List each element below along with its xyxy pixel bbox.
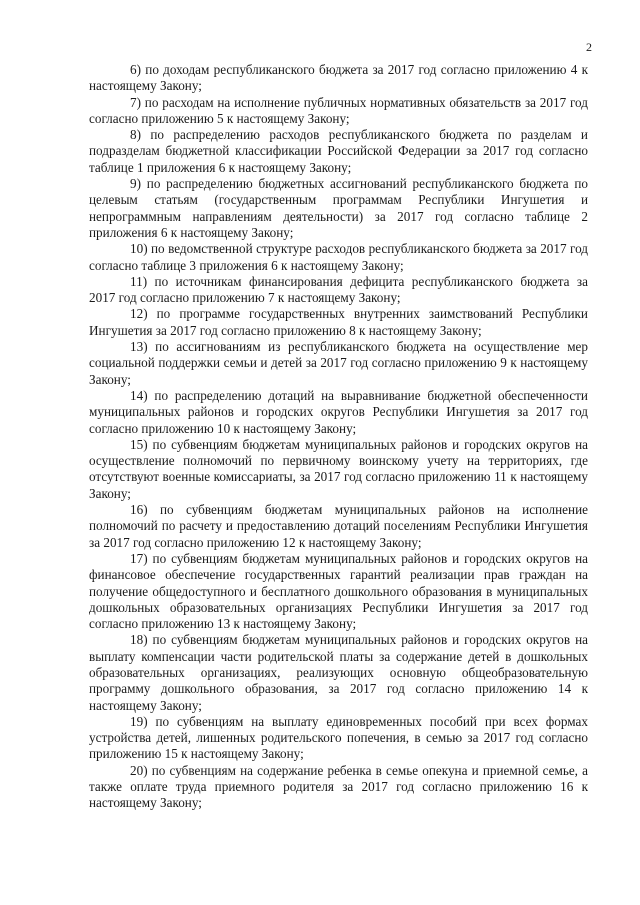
document-body bbox=[89, 62, 588, 812]
list-item: 11) по источникам финансирования дефицита республиканского бюджета за 2017 год согласно приложению 7 к настоящему Закону; bbox=[89, 273, 588, 306]
list-item: 19) по субвенциям на выплату единовременных пособий при всех формах устройства детей, лишенных родительского попечения, в семью за 2017 год согласно приложению 15 к настоящему Закону; bbox=[89, 713, 588, 762]
list-item: 6) по доходам республиканского бюджета за 2017 год согласно приложению 4 к настоящему Закону; bbox=[89, 62, 588, 94]
list-item: 15) по субвенциям бюджетам муниципальных районов и городских округов на осуществление полномочий по первичному воинскому учету на территориях, где отсутствуют военные комиссариаты, за 2017 год согласно приложению 11 к настоящему Закону; bbox=[89, 436, 588, 501]
list-item: 14) по распределению дотаций на выравнивание бюджетной обеспеченности муниципальных районов и городских округов Республики Ингушетия за 2017 год согласно приложению 10 к настоящему Закону; bbox=[89, 387, 588, 436]
page-number: 2 bbox=[586, 40, 592, 54]
list-item: 9) по распределению бюджетных ассигнований республиканского бюджета по целевым статьям (государственным программам Республики Ингушетия и непрограммным направлениям деятельности) за 2017 год согласно таблице 2 приложения 6 к настоящему Закону; bbox=[89, 176, 588, 240]
list-item: 13) по ассигнованиям из республиканского бюджета на осуществление мер социальной поддержки семьи и детей за 2017 год согласно приложению 9 к настоящему Закону; bbox=[89, 339, 588, 387]
list-item: 16) по субвенциям бюджетам муниципальных районов на исполнение полномочий по расчету и предоставлению дотаций поселениям Республики Ингушетия за 2017 год согласно приложению 12 к настоящему Закону; bbox=[89, 502, 588, 550]
list-item: 12) по программе государственных внутренних заимствований Республики Ингушетия за 2017 год согласно приложению 8 к настоящему Закону; bbox=[89, 306, 588, 338]
list-item: 20) по субвенциям на содержание ребенка в семье опекуна и приемной семье, а также оплате труда приемного родителя за 2017 год согласно приложению 16 к настоящему Закону; bbox=[89, 762, 588, 811]
list-item: 18) по субвенциям бюджетам муниципальных районов и городских округов на выплату компенсации части родительской платы за содержание детей в дошкольных образовательных организациях, реализующих основную общеобразовательную программу дошкольного образования, за 2017 год согласно приложению 14 к настоящему Закону; bbox=[89, 632, 588, 713]
list-item: 7) по расходам на исполнение публичных нормативных обязательств за 2017 год согласно приложению 5 к настоящему Закону; bbox=[89, 94, 588, 126]
list-item: 8) по распределению расходов республиканского бюджета по разделам и подразделам бюджетной классификации Российской Федерации за 2017 год согласно таблице 1 приложения 6 к настоящему Закону; bbox=[89, 127, 588, 175]
list-item: 17) по субвенциям бюджетам муниципальных районов и городских округов на финансовое обеспечение государственных гарантий реализации прав граждан на получение общедоступного и бесплатного дошкольного образования в муниципальных дошкольных образовательных организациях Республики Ингушетия за 2017 год согласно приложению 13 к настоящему Закону; bbox=[89, 550, 588, 632]
list-item: 10) по ведомственной структуре расходов республиканского бюджета за 2017 год согласно таблице 3 приложения 6 к настоящему Закону; bbox=[89, 241, 588, 273]
